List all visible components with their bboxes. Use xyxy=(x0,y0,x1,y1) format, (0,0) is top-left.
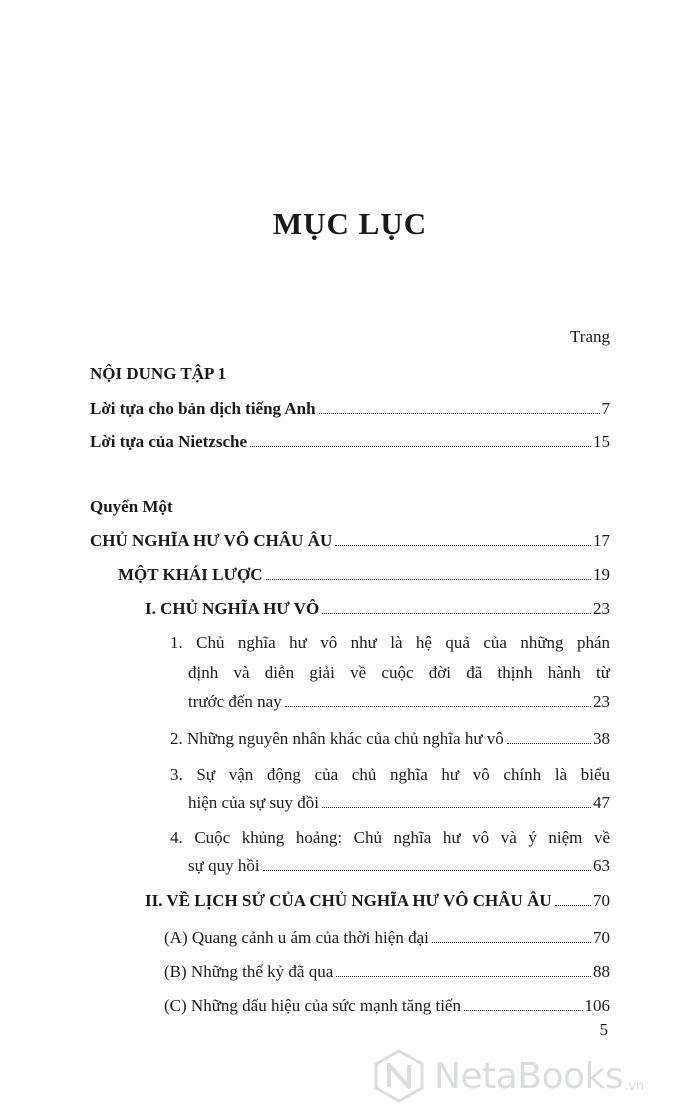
toc-entry-page: 63 xyxy=(593,856,610,875)
toc-entry-page: 23 xyxy=(593,599,610,618)
toc-entry-label: hiện của sự suy đồi xyxy=(188,793,320,812)
toc-chapter[interactable] xyxy=(145,891,610,911)
watermark-text: NetaBooks xyxy=(434,1055,624,1097)
dot-leader xyxy=(335,544,591,546)
toc-entry-page: 47 xyxy=(593,793,610,812)
dot-leader xyxy=(322,806,591,808)
dot-leader xyxy=(336,975,591,977)
toc-item-line: định và diễn giải về cuộc đời đã thịnh hành từ xyxy=(188,663,610,682)
dot-leader xyxy=(319,412,600,414)
toc-entry-page: 38 xyxy=(593,729,610,748)
toc-entry[interactable] xyxy=(90,432,610,452)
toc-entry-page: 15 xyxy=(593,432,610,451)
dot-leader xyxy=(285,705,591,707)
toc-item-text xyxy=(170,823,610,853)
section-heading: NỘI DUNG TẬP 1 xyxy=(90,364,227,383)
toc-entry-page: 70 xyxy=(593,891,610,910)
dot-leader xyxy=(322,612,591,614)
book-heading: Quyển Một xyxy=(90,497,173,516)
toc-entry-label: 2. Những nguyên nhân khác của chủ nghĩa hư vô xyxy=(170,729,504,748)
toc-subitem[interactable] xyxy=(164,962,610,982)
toc-entry-label: Lời tựa cho bản dịch tiếng Anh xyxy=(90,399,316,418)
dot-leader xyxy=(250,445,591,447)
dot-leader xyxy=(464,1009,583,1011)
toc-entry-label: sự quy hồi xyxy=(188,856,260,875)
toc-entry-label: (A) Quang cảnh u ám của thời hiện đại xyxy=(164,928,429,947)
toc-item[interactable] xyxy=(170,729,610,749)
dot-leader xyxy=(507,742,591,744)
toc-entry[interactable] xyxy=(90,399,610,419)
page-title: MỤC LỤC xyxy=(272,206,428,241)
toc-entry-label: I. CHỦ NGHĨA HƯ VÔ xyxy=(145,599,320,618)
page-number: 5 xyxy=(599,1020,608,1039)
toc-entry-page: 106 xyxy=(584,996,610,1015)
toc-entry-page: 88 xyxy=(593,962,610,981)
toc-entry-page: 19 xyxy=(593,565,610,584)
toc-entry-page: 23 xyxy=(593,692,610,711)
watermark xyxy=(372,1046,672,1106)
toc-item[interactable] xyxy=(188,856,610,876)
toc-item[interactable] xyxy=(188,692,610,712)
toc-entry-page: 70 xyxy=(593,928,610,947)
toc-subitem[interactable] xyxy=(164,996,610,1016)
toc-entry-label: MỘT KHÁI LƯỢC xyxy=(118,565,263,584)
dot-leader xyxy=(555,904,591,906)
toc-chapter[interactable] xyxy=(145,599,610,619)
dot-leader xyxy=(266,578,591,580)
toc-part[interactable] xyxy=(90,531,610,551)
toc-item-text xyxy=(170,628,610,688)
toc-item-text xyxy=(170,760,610,790)
watermark-suffix: .vn xyxy=(624,1079,645,1094)
toc-entry-label: (C) Những dấu hiệu của sức mạnh tăng tiến xyxy=(164,996,461,1015)
netabooks-logo-icon xyxy=(372,1049,426,1103)
dot-leader xyxy=(263,869,591,871)
toc-overview[interactable] xyxy=(118,565,610,585)
toc-subitem[interactable] xyxy=(164,928,610,948)
toc-entry-page: 17 xyxy=(593,531,610,550)
toc-item-line: 4. Cuộc khủng hoảng: Chủ nghĩa hư vô và ý niệm về xyxy=(170,828,610,847)
toc-item[interactable] xyxy=(188,793,610,813)
toc-entry-label: Lời tựa của Nietzsche xyxy=(90,432,248,451)
toc-entry-label: II. VỀ LỊCH SỬ CỦA CHỦ NGHĨA HƯ VÔ CHÂU ÂU xyxy=(145,891,552,910)
toc-entry-label: (B) Những thế kỷ đã qua xyxy=(164,962,334,981)
dot-leader xyxy=(432,941,591,943)
toc-entry-label: CHỦ NGHĨA HƯ VÔ CHÂU ÂU xyxy=(90,531,333,550)
toc-entry-label: trước đến nay xyxy=(188,692,282,711)
toc-entry-page: 7 xyxy=(601,399,610,418)
toc-item-line: 3. Sự vận động của chủ nghĩa hư vô chính là biểu xyxy=(170,765,610,784)
toc-item-line: 1. Chủ nghĩa hư vô như là hệ quả của những phán xyxy=(170,633,610,652)
page-column-label: Trang xyxy=(570,327,610,346)
